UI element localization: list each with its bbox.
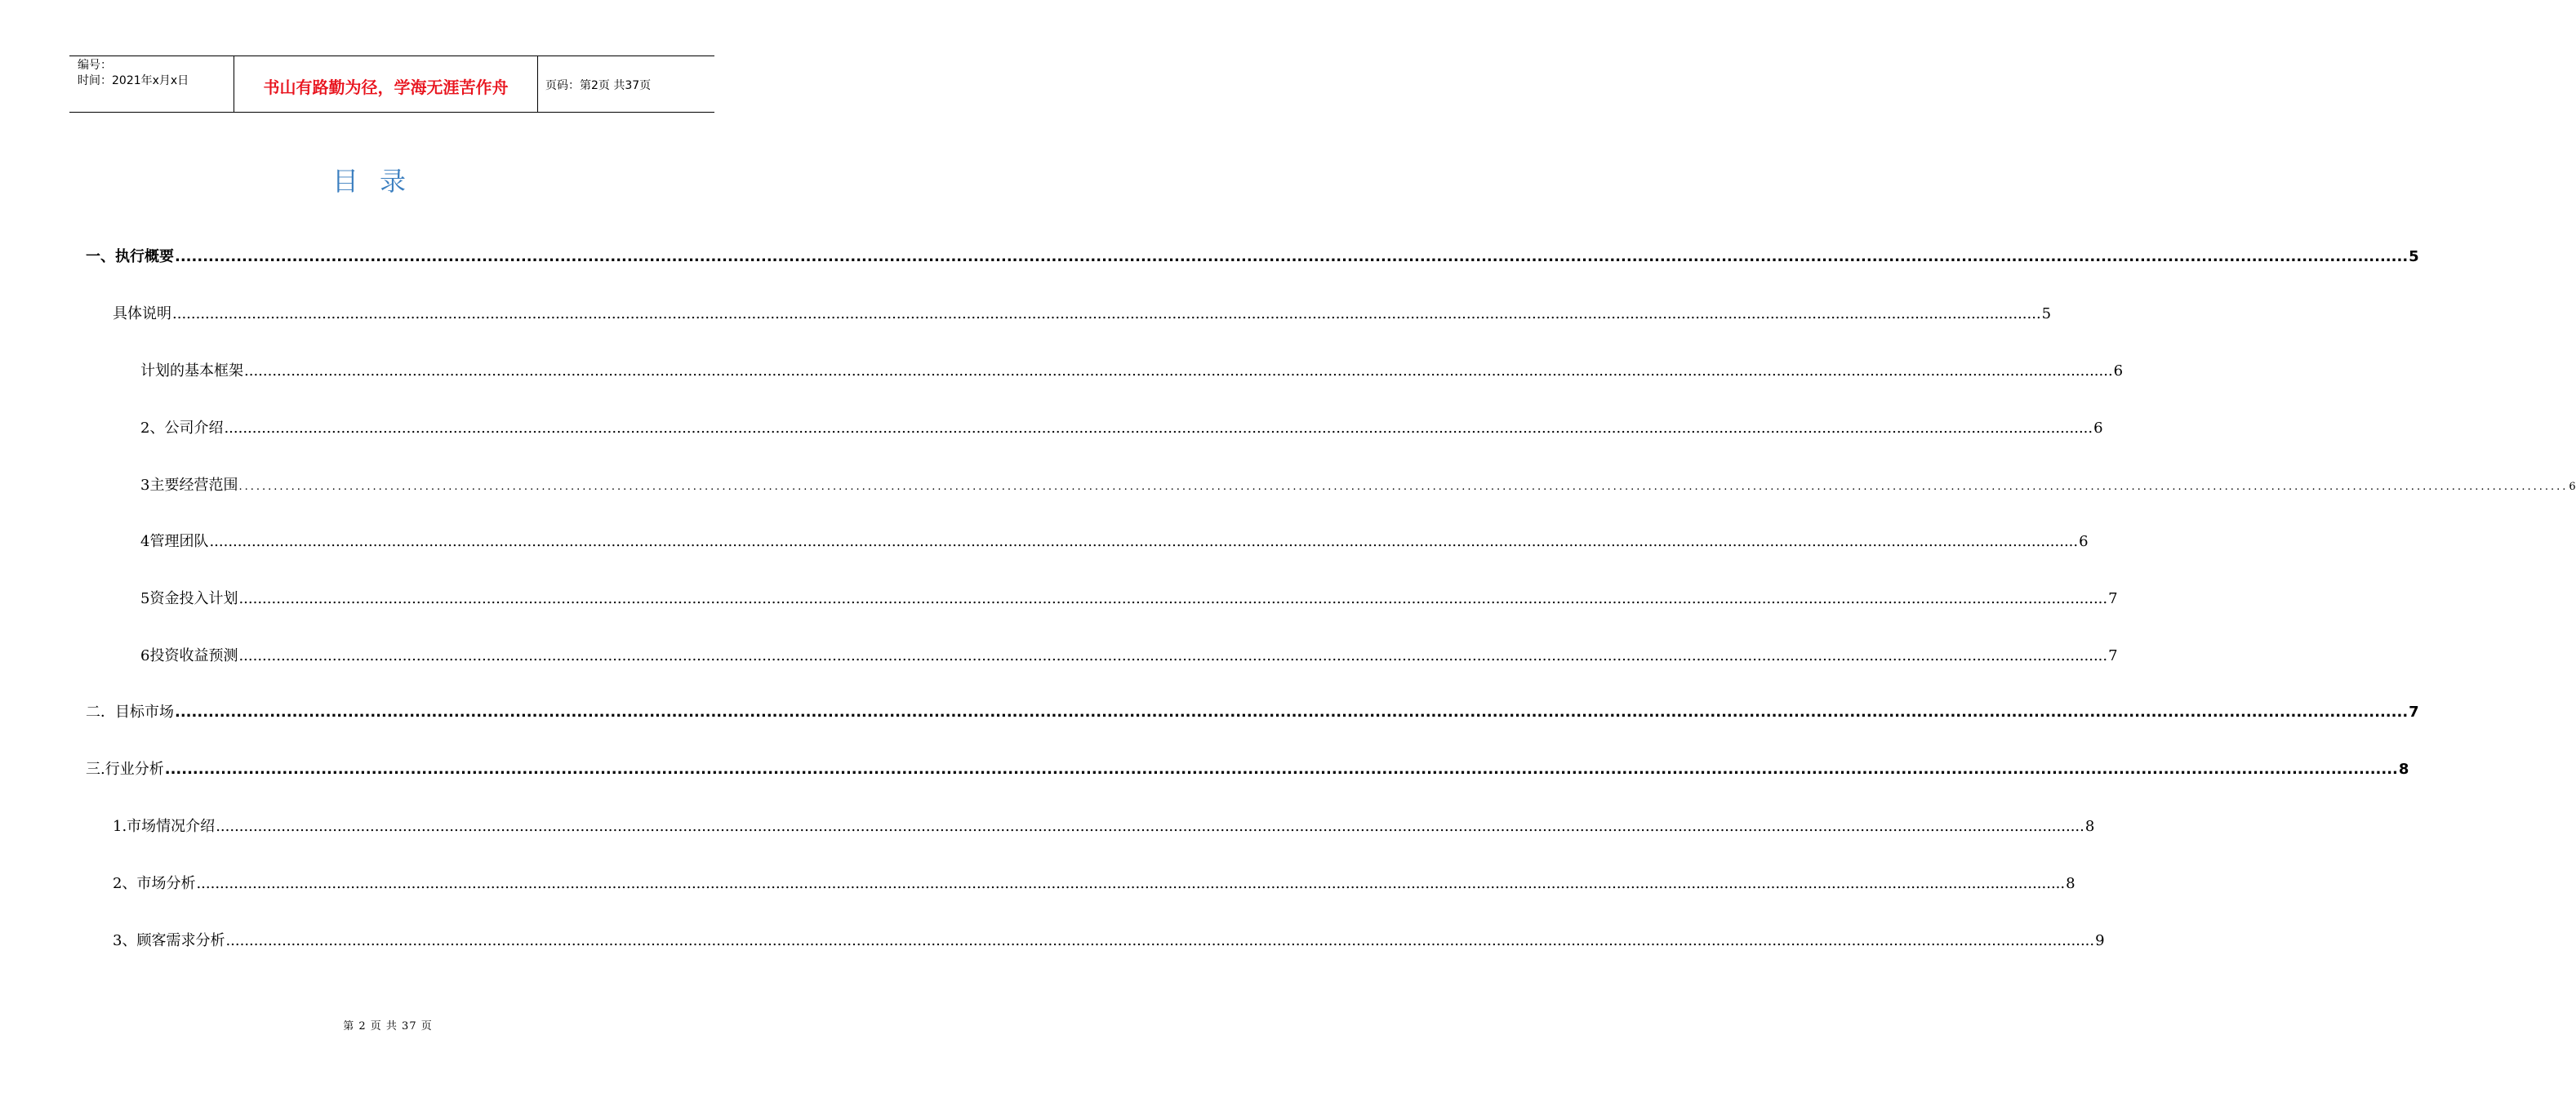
toc-entry-page: 6: [2113, 362, 2124, 380]
toc-leader: ................................................................................................................................................................................................................................................................................................................................................................................................................: [216, 818, 2084, 835]
toc-entry-page: 5: [2041, 305, 2052, 322]
toc-entry-page: 8: [2398, 761, 2409, 778]
toc-entry-page: 5: [2409, 248, 2419, 265]
toc-entry[interactable]: [140, 416, 2103, 437]
toc-entry-page: 7: [2108, 590, 2118, 607]
toc-entry-text: 3、顾客需求分析: [113, 932, 225, 949]
toc-entry[interactable]: [113, 929, 2105, 950]
toc-entry-text: 6投资收益预测: [140, 647, 238, 664]
toc-entry[interactable]: [86, 757, 2409, 779]
toc-entry-text: 计划的基本框架: [140, 362, 243, 380]
page-footer: 第 2 页 共 37 页: [343, 1020, 433, 1033]
toc-entry-text: 具体说明: [113, 305, 171, 322]
toc-title: 目录: [331, 166, 427, 197]
toc-leader: ................................................................................................................................................................................................................................................................................................................................................................................................................: [164, 761, 2398, 778]
toc-entry-text: 三.行业分析: [86, 761, 164, 778]
toc-entry[interactable]: [86, 700, 2419, 722]
toc-entry-text: 1.市场情况介绍: [113, 818, 216, 835]
toc-entry-page: 6: [2093, 420, 2103, 437]
toc-entry-text: 5资金投入计划: [140, 590, 238, 607]
toc-entry[interactable]: [140, 473, 2576, 495]
header-number: 编号：: [78, 59, 112, 72]
toc-entry-text: 二．目标市场: [86, 704, 174, 721]
toc-entry[interactable]: [86, 245, 2419, 266]
toc-entry-text: 3主要经营范围: [140, 477, 238, 494]
toc-entry[interactable]: [113, 815, 2095, 836]
toc-entry-page: 6: [2569, 481, 2576, 493]
toc-leader: ................................................................................................................................................................................................................................................................................................................................................................................................................: [172, 305, 2041, 322]
toc-entry-text: 2、市场分析: [113, 875, 196, 892]
toc-entry-page: 9: [2095, 932, 2105, 949]
toc-entry[interactable]: [140, 359, 2124, 380]
header-motto: 书山有路勤为径，学海无涯苦作舟: [234, 56, 538, 112]
toc-leader: ................................................................................................................................................................................................................................................................................................................................................................................................................: [175, 704, 2409, 721]
toc-entry-text: 4管理团队: [140, 533, 209, 550]
header-page-number: 页码：第2页 共37页: [545, 79, 652, 92]
toc-entry[interactable]: [140, 530, 2089, 551]
toc-leader: ................................................................................................................................................................................................................................................................................................................................................................................................................: [175, 248, 2409, 265]
toc-leader: ................................................................................................................................................................................................................................................................................................................................................................................................................: [238, 590, 2108, 607]
toc-entry[interactable]: [113, 872, 2075, 893]
toc-entry-text: 一、执行概要: [86, 248, 174, 265]
toc-entry-page: 7: [2108, 647, 2118, 664]
header-meta-cell: [69, 56, 234, 112]
toc-leader: ................................................................................................................................................................................................................................................................................................................................................................................................................: [238, 647, 2108, 664]
toc-leader: ................................................................................................................................................................................................................................................................................................................................................................................................................: [209, 533, 2079, 550]
toc-entry[interactable]: [140, 644, 2118, 665]
toc-entry[interactable]: [140, 587, 2118, 608]
toc-entry-page: 6: [2079, 533, 2089, 550]
header-time: 时间：2021年x月x日: [78, 74, 189, 87]
page-header: [69, 56, 714, 113]
toc-entry-page: 8: [2084, 818, 2095, 835]
toc-leader: ................................................................................................................................................................................................................................................................................................................................................................................................................: [238, 481, 2569, 493]
toc-leader: ................................................................................................................................................................................................................................................................................................................................................................................................................: [196, 875, 2066, 892]
toc-leader: ................................................................................................................................................................................................................................................................................................................................................................................................................: [244, 362, 2113, 380]
toc-leader: ................................................................................................................................................................................................................................................................................................................................................................................................................: [225, 932, 2095, 949]
toc-entry-text: 2、公司介绍: [140, 420, 224, 437]
toc-leader: ................................................................................................................................................................................................................................................................................................................................................................................................................: [224, 420, 2093, 437]
toc-entry-page: 7: [2409, 704, 2419, 721]
toc-entry-page: 8: [2066, 875, 2075, 892]
toc-entry[interactable]: [113, 302, 2052, 323]
